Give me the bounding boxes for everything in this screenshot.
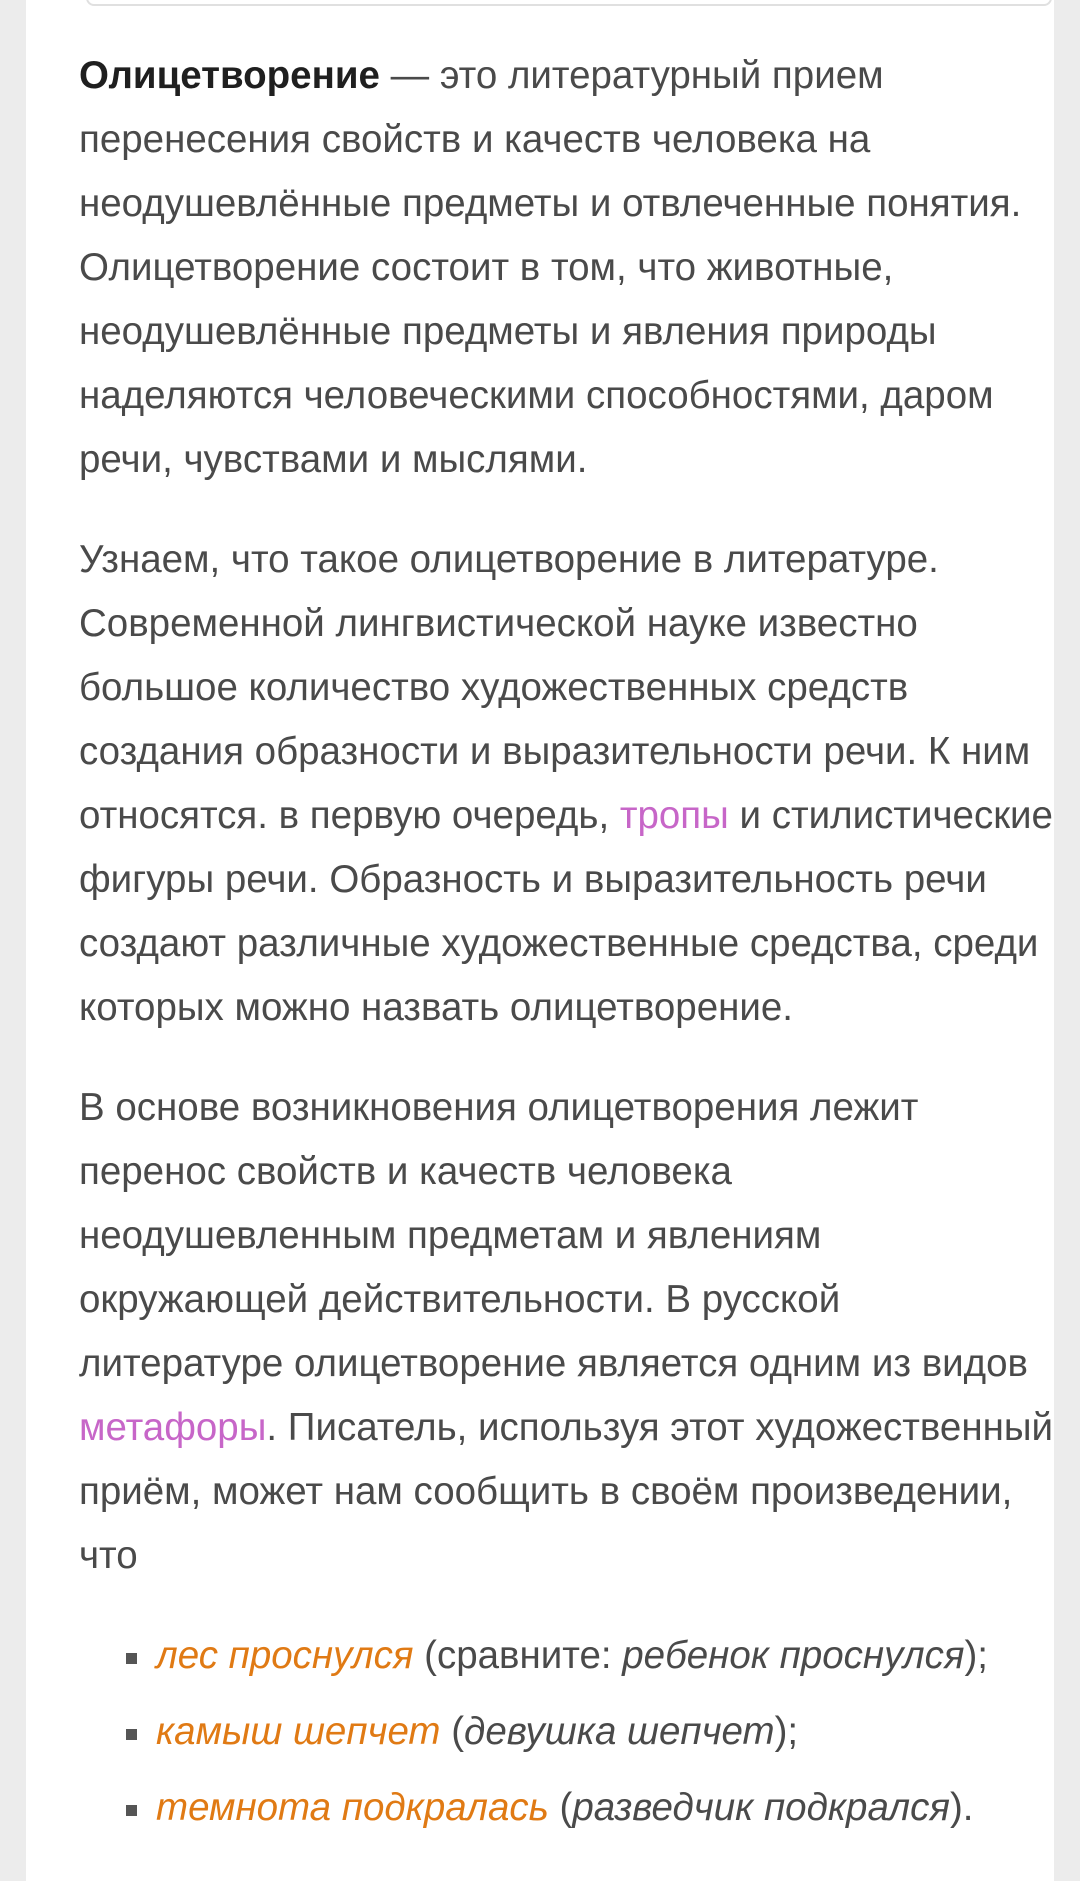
previous-block-border	[86, 0, 1052, 6]
intro-text-before: Узнаем, что такое олицетворение в литературе. Современной лингвистической науке известно большое количество художественных средств создания образности и выразительности речи. К ним относятся. в первую очередь,	[79, 538, 1031, 837]
paragraph-definition	[79, 44, 1055, 492]
example-open: (сравните:	[413, 1634, 623, 1677]
definition-text: — это литературный прием перенесения свойств и качеств человека на неодушевлённые предметы и отвлеченные понятия. Олицетворение состоит в том, что животные, неодушевлённые предметы и явления природы наделяются человеческими способностями, даром речи, чувствами и мыслями.	[79, 54, 1022, 481]
term-personification: Олицетворение	[79, 54, 380, 97]
example-phrase: камыш шепчет	[156, 1710, 441, 1753]
paragraph-intro	[79, 528, 1055, 1040]
example-open: (	[440, 1710, 465, 1753]
example-open: (	[548, 1786, 573, 1829]
intro-text-after: и стилистические фигуры речи. Образность и выразительность речи создают различные художественные средства, среди которых можно назвать олицетворение.	[79, 794, 1053, 1029]
basis-text-before: В основе возникновения олицетворения лежит перенос свойств и качеств человека неодушевленным предметам и явлениям окружающей действительности. В русской литературе олицетворение является одним из видов	[79, 1086, 1028, 1385]
example-close: );	[964, 1634, 988, 1677]
link-metaphor[interactable]: метафоры	[79, 1406, 267, 1449]
article-content	[79, 44, 1055, 1852]
link-tropes[interactable]: тропы	[619, 794, 729, 837]
example-phrase: лес проснулся	[156, 1634, 414, 1677]
example-compare: ребенок проснулся	[622, 1634, 965, 1677]
list-item	[79, 1700, 1055, 1776]
paragraph-basis	[79, 1076, 1055, 1588]
list-item	[79, 1776, 1055, 1852]
list-item	[79, 1624, 1055, 1700]
examples-list	[79, 1624, 1055, 1852]
example-compare: разведчик подкрался	[572, 1786, 950, 1829]
square-bullet-icon	[126, 1653, 137, 1664]
basis-text-after: . Писатель, используя этот художественный приём, может нам сообщить в своём произведении, что	[79, 1406, 1054, 1577]
square-bullet-icon	[126, 1805, 137, 1816]
example-compare: девушка шепчет	[464, 1710, 775, 1753]
example-close: ).	[949, 1786, 974, 1829]
square-bullet-icon	[126, 1729, 137, 1740]
example-close: );	[774, 1710, 799, 1753]
article-card	[26, 0, 1054, 1881]
example-phrase: темнота подкралась	[156, 1786, 549, 1829]
